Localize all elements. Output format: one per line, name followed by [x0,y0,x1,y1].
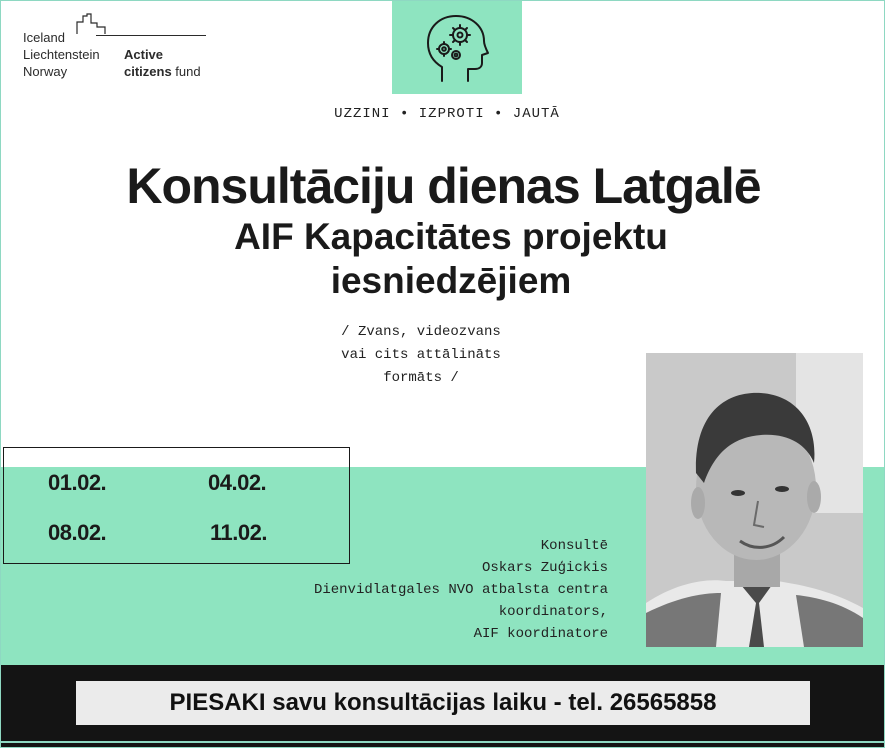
country-norway: Norway [23,64,68,79]
subtitle-line1: AIF Kapacitātes projektu [234,216,668,257]
portrait-image [646,353,863,647]
subtitle [201,215,701,303]
tagline: UZZINI • IZPROTI • JAUTĀ [334,106,560,122]
brain-gears-icon [422,11,492,85]
format-line1: / Zvans, videozvans [341,324,501,340]
register-call-to-action[interactable]: PIESAKI savu konsultācijas laiku - tel. 26565858 [76,681,810,725]
date-1: 01.02. [48,470,107,495]
format-line2: vai cits attālināts [341,347,501,363]
consultant-line1: Konsultē [540,538,608,554]
consultant-name: Oskars Zuģickis [481,560,608,576]
format-note [321,321,521,390]
fund-line2-rest: fund [171,64,201,79]
country-liechtenstein: Liechtenstein [23,47,100,62]
fund-line1: Active [124,47,164,62]
consultant-line3: Dienvidlatgales NVO atbalsta centra [313,582,608,598]
fund-line2-bold: citizens [124,64,172,79]
consultant-info [231,535,608,645]
date-3: 08.02. [48,520,107,545]
consultant-line4: koordinators, [498,604,608,620]
date-2: 04.02. [208,470,267,495]
consultant-photo [646,353,863,647]
active-citizens-fund-logo [23,13,213,83]
consultant-line5: AIF koordinatore [473,626,608,642]
fund-line2 [124,63,201,80]
country-iceland: Iceland [23,30,65,45]
brain-icon-box [392,1,522,94]
main-title: Konsultāciju dienas Latgalē [126,158,761,214]
subtitle-line2: iesniedzējiem [330,260,572,301]
format-line3: formāts / [383,370,459,386]
date-4: 11.02. [210,520,267,545]
fund-name [124,46,201,80]
logo-divider [96,35,206,36]
donor-countries [23,29,100,80]
bottom-accent-line [1,741,885,743]
